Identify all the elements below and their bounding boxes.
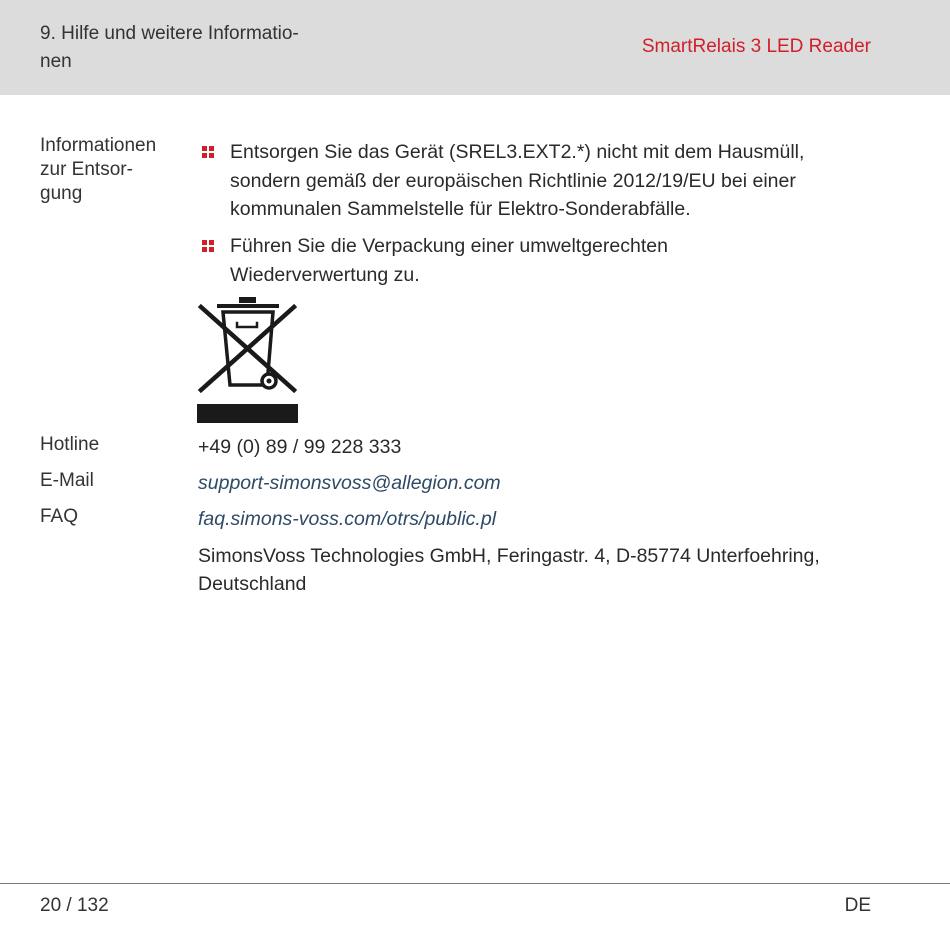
email-label: E-Mail [40, 470, 94, 491]
disposal-label-line: zur Entsor- [40, 159, 133, 180]
crossed-out-wheelie-bin-icon [197, 295, 298, 423]
disposal-label [40, 134, 190, 206]
footer-divider [0, 883, 950, 884]
page-header [0, 0, 950, 95]
bullet-line: kommunalen Sammelstelle für Elektro-Sonderabfälle. [230, 198, 691, 220]
disposal-bullet-packaging [202, 232, 882, 289]
chapter-title-line-1: 9. Hilfe und weitere Informatio- [40, 23, 299, 44]
disposal-label-line: gung [40, 183, 83, 204]
bullet-line: Wiederverwertung zu. [230, 263, 420, 286]
bullet-line: sondern gemäß der europäischen Richtlinie 2012/19/EU bei einer [230, 169, 796, 192]
bullet-line: Führen Sie die Verpackung einer umweltgerechten [230, 235, 668, 257]
red-square-bullet-icon [202, 146, 216, 160]
hotline-number: +49 (0) 89 / 99 228 333 [198, 436, 402, 458]
chapter-title-line-2: nen [40, 51, 72, 72]
bullet-text [230, 138, 882, 224]
language-code: DE [844, 895, 871, 916]
email-link[interactable]: support-simonsvoss@allegion.com [198, 472, 501, 494]
bullet-text [230, 232, 882, 289]
faq-link[interactable]: faq.simons-voss.com/otrs/public.pl [198, 508, 497, 530]
chapter-title [40, 20, 360, 76]
bullet-line: Entsorgen Sie das Gerät (SREL3.EXT2.*) nicht mit dem Hausmüll, [230, 141, 805, 163]
address-line: SimonsVoss Technologies GmbH, Feringastr. 4, D-85774 Unterfoehring, [198, 545, 820, 567]
address-line: Deutschland [198, 573, 307, 595]
faq-label: FAQ [40, 506, 79, 527]
company-address [198, 542, 898, 598]
page-number: 20 / 132 [40, 895, 109, 916]
disposal-label-line: Informationen [40, 135, 157, 156]
red-square-bullet-icon [202, 240, 216, 254]
product-name: SmartRelais 3 LED Reader [641, 36, 871, 57]
disposal-bullet-device [202, 138, 882, 224]
hotline-label: Hotline [40, 434, 100, 455]
